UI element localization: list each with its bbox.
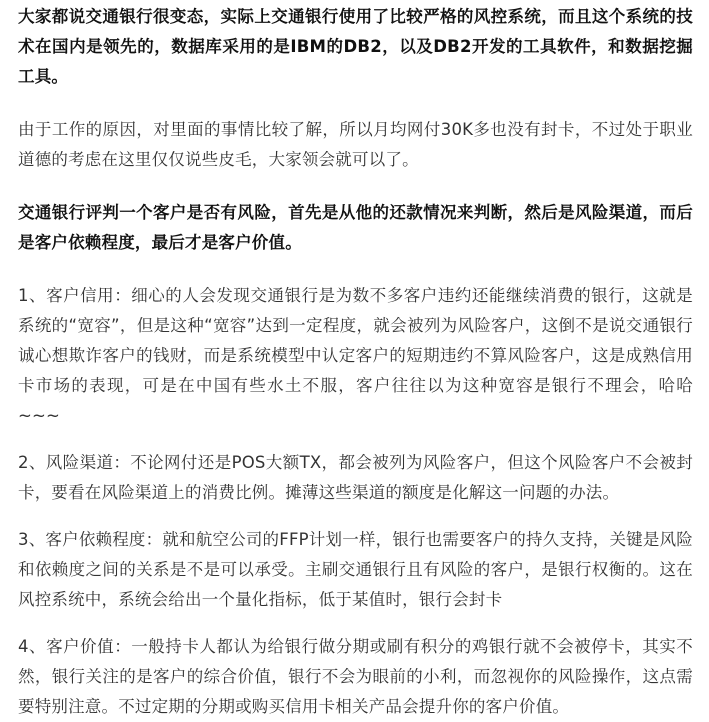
intro-paragraph: 大家都说交通银行很变态，实际上交通银行使用了比较严格的风控系统，而且这个系统的技术在国内是领先的，数据库采用的是IBM的DB2，以及DB2开发的工具软件，和数据挖掘工具。 (18, 7, 693, 86)
point-risk-channel: 2、风险渠道：不论网付还是POS大额TX，都会被列为风险客户，但这个风险客户不会被封卡，要看在风险渠道上的消费比例。摊薄这些渠道的额度是化解这一问题的办法。 (18, 453, 693, 502)
risk-criteria-summary: 交通银行评判一个客户是否有风险，首先是从他的还款情况来判断，然后是风险渠道，而后是客户依赖程度，最后才是客户价值。 (18, 203, 693, 252)
point-customer-credit: 1、客户信用：细心的人会发现交通银行是为数不多客户违约还能继续消费的银行，这就是系统的“宽容”，但是这种“宽容”达到一定程度，就会被列为风险客户，这倒不是说交通银行诚心想欺诈客户的钱财，而是系统模型中认定客户的短期违约不算风险客户，这是成熟信用卡市场的表现，可是在中国有些水土不服，客户往往以为这种宽容是银行不理会，哈哈~~~ (18, 286, 693, 425)
author-note-paragraph: 由于工作的原因，对里面的事情比较了解，所以月均网付30K多也没有封卡，不过处于职业道德的考虑在这里仅仅说些皮毛，大家领会就可以了。 (18, 120, 693, 169)
point-customer-dependence: 3、客户依赖程度：就和航空公司的FFP计划一样，银行也需要客户的持久支持，关键是风险和依赖度之间的关系是不是可以承受。主刷交通银行且有风险的客户，是银行权衡的。这在风控系统中，系统会给出一个量化指标，低于某值时，银行会封卡 (18, 530, 693, 609)
point-customer-value: 4、客户价值：一般持卡人都认为给银行做分期或刷有积分的鸡银行就不会被停卡，其实不然，银行关注的是客户的综合价值，银行不会为眼前的小利，而忽视你的风险操作，这点需要特别注意。不过定期的分期或购买信用卡相关产品会提升你的客户价值。 (18, 637, 693, 716)
